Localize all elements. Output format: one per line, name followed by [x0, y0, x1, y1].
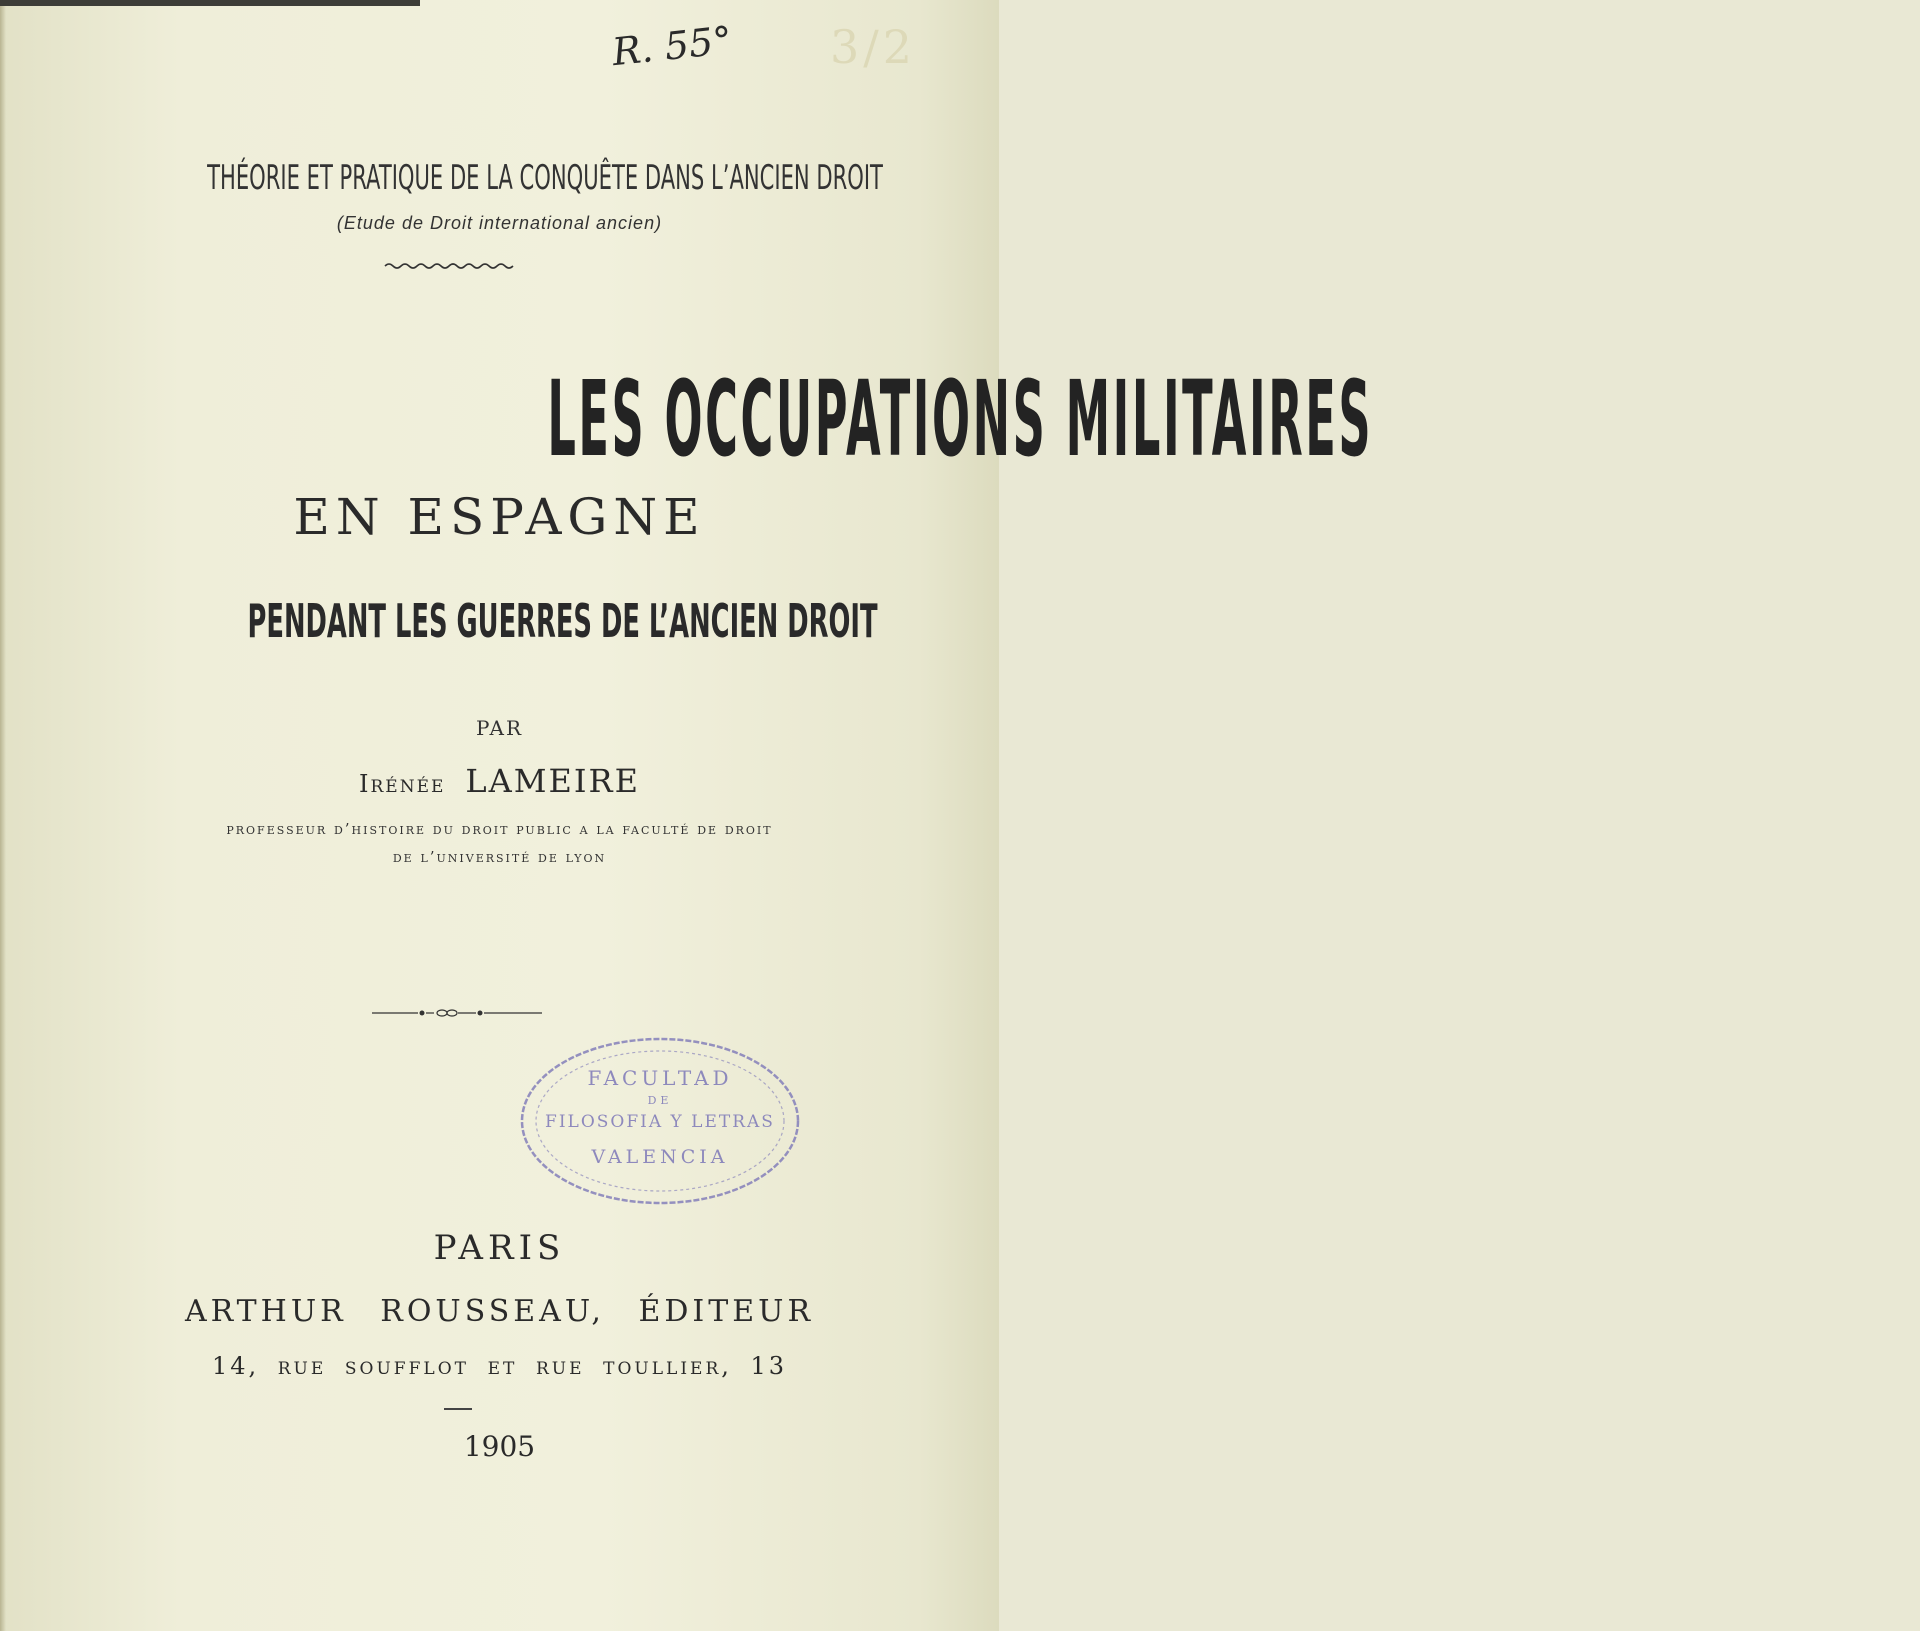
ornamental-rule-icon: [372, 1008, 542, 1018]
main-title: [0, 358, 1374, 480]
author-affiliation-line2: de l’université de lyon: [392, 848, 607, 866]
wavy-divider-icon: [385, 262, 515, 270]
imprint-publisher: ARTHUR ROUSSEAU, ÉDITEUR: [184, 1294, 815, 1329]
main-title-text: LES OCCUPATIONS MILITAIRES: [547, 358, 1374, 480]
top-edge-shadow: [0, 0, 420, 6]
series-title-text: THÉORIE ET PRATIQUE DE LA CONQUÊTE DANS L’ANCIEN DROIT: [207, 158, 883, 198]
author-surname: LAMEIRE: [465, 762, 640, 800]
handwritten-shelfmark: R. 55°: [610, 17, 735, 75]
library-stamp: [515, 1032, 805, 1210]
author-given-name: Irénée: [359, 770, 446, 798]
imprint-year: 1905: [463, 1430, 536, 1463]
series-subtitle: (Etude de Droit international ancien): [336, 213, 663, 233]
tertiary-title-text: PENDANT LES GUERRES DE L’ANCIEN DROIT: [247, 594, 878, 648]
stamp-line1: FACULTAD: [587, 1066, 733, 1090]
stamp-line4: VALENCIA: [591, 1146, 729, 1168]
series-title: [0, 158, 999, 198]
by-label: PAR: [475, 716, 524, 740]
page-spine-edge: [0, 0, 6, 1631]
tertiary-title: [0, 594, 999, 648]
imprint-city: PARIS: [433, 1228, 566, 1268]
imprint-address: 14, rue soufflot et rue toullier, 13: [211, 1352, 788, 1380]
author-affiliation-line1: professeur d’histoire du droit public a la faculté de droit: [226, 820, 773, 838]
author-name: [0, 762, 999, 800]
secondary-title: EN ESPAGNE: [293, 488, 706, 546]
short-rule: [444, 1408, 472, 1410]
faded-bleedthrough-mark: 3/2: [830, 20, 917, 74]
stamp-line3: FILOSOFIA Y LETRAS: [545, 1112, 775, 1132]
stamp-line2: DE: [647, 1094, 673, 1107]
